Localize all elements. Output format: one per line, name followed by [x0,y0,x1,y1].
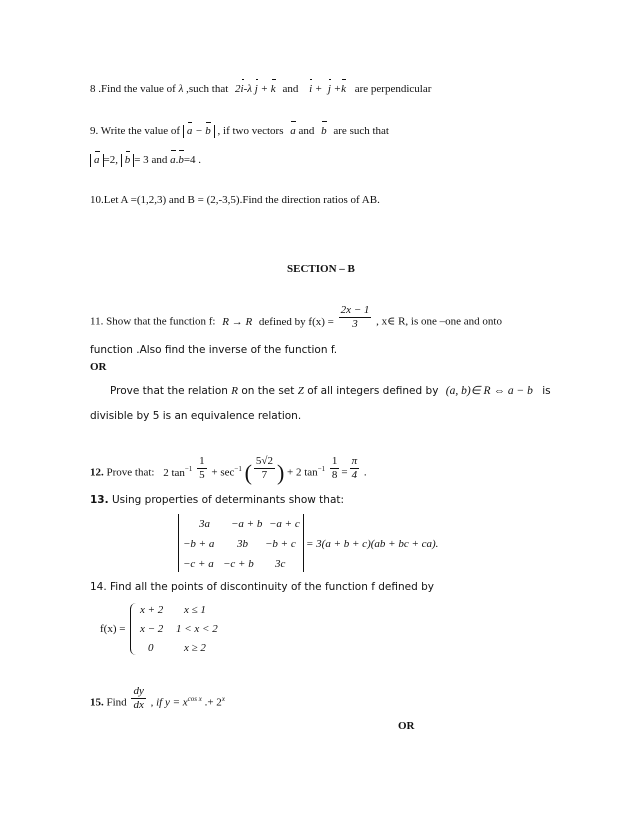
q9-vector-b: b [321,125,327,137]
question-10: 10.Let A =(1,2,3) and B = (2,-3,5).Find the direction ratios of AB. [90,194,380,206]
q8-suffix: are perpendicular [354,83,432,95]
q8-vector-2: i + j +k [309,83,346,95]
question-11-alt-line2: divisible by 5 is an equivalence relation. [90,410,302,422]
question-9-conditions: a =2, b = 3 and a.b=4 . [90,153,201,167]
q9-and: and [298,125,315,137]
q9-vector-a: a [290,125,296,137]
q14-fx-label: f(x) = [100,623,126,635]
question-12: 12. Prove that: 2 $\tan^{-1}$ $\frac{1}{5}$ + $\sec^{-1}$ ( $\frac{5√2}{7}$ ) + 2 $\tan^{-1}$ $\frac{1}{8}$ = $\frac{\pi}{4}$ . [90,455,367,486]
q9-mid: , if two vectors [217,125,284,137]
determinant-matrix: 3a −a + b −a + c −b + a 3b −b + c −c + a −c + b 3c [178,514,304,572]
question-11-or: OR [90,361,107,373]
q8-vector-1: 2i-λ j + k [235,83,276,95]
q8-mid: ,such that [186,83,229,95]
question-14: 14. Find all the points of discontinuity of the function f defined by [90,581,434,593]
question-11-line2: function .Also find the inverse of the function f. [90,344,338,356]
question-15: 15. Find $\frac{dy}{dx}$ , if $y = x^{cos x}$ .+ $2^x$ [90,685,225,712]
determinant-rhs: = 3(a + b + c)(ab + bc + ca). [306,538,439,550]
q8-lambda: λ [178,83,184,95]
q9-prefix: 9. Write the value of [90,125,181,137]
question-8 [90,82,431,96]
q9-suffix: are such that [333,125,389,137]
question-paper-page: 8 .Find the value of λ ,such that 2i-λ j + k and i + j +k are perpendicular 9. Write the value of a − b , if two vectors a and b are such that a =2, b = 3 and a.b=4 . 10.Let A =(1,2,3) and B = (2,-3,5).Find the direction ratios of AB. SECTION – B 11. Show that the function f: R → R defined by f(x) = $\frac{2x - 1}{3}$ , x∈ R, is one –one and onto function .Also find the inverse of the function f. OR Prove that the relation R on the set Z of all integers defined by (a, b)∈ R ⇔ a − b is divisible by 5 is an equivalence relation. 12. Prove that: 2 $\tan^{-1}$ $\frac{1}{5}$ + $\sec^{-1}$ ( $\frac{5√2}{7}$ ) + 2 $\tan^{-1}$ $\frac{1}{8}$ = $\frac{\pi}{4}$ . 13. Using properties of determinants show that: 3a −a + b −a + c −b + a 3b −b + c −c + a −c + b 3c = 3(a + b + c)(ab + bc + ca). 14. Find all the points of discontinuity of the function f defined by f(x) = x + 2 x ≤ 1 x − 2 1 < x < 2 0 x ≥ 2 15. Find $\frac{dy}{dx}$ , if $y = x^{cos x}$ .+ $2^x$ OR [90,83,551,732]
question-11: 11. Show that the function f: R → R defined by f(x) = $\frac{2x - 1}{3}$ , x∈ R, is one –one and onto [90,304,502,330]
section-b-heading: SECTION – B [287,263,355,275]
q9-magnitude-expr: a − b [183,125,215,138]
q8-prefix: 8 .Find the value of [90,83,176,95]
question-13: 13. Using properties of determinants show that: [90,494,345,506]
question-15-or: OR [398,720,415,732]
piecewise-brace [130,603,137,655]
q8-and: and [282,83,299,95]
question-11-alt: Prove that the relation R on the set Z of all integers defined by (a, b)∈ R ⇔ a − b is [110,385,551,397]
question-9 [90,124,389,138]
